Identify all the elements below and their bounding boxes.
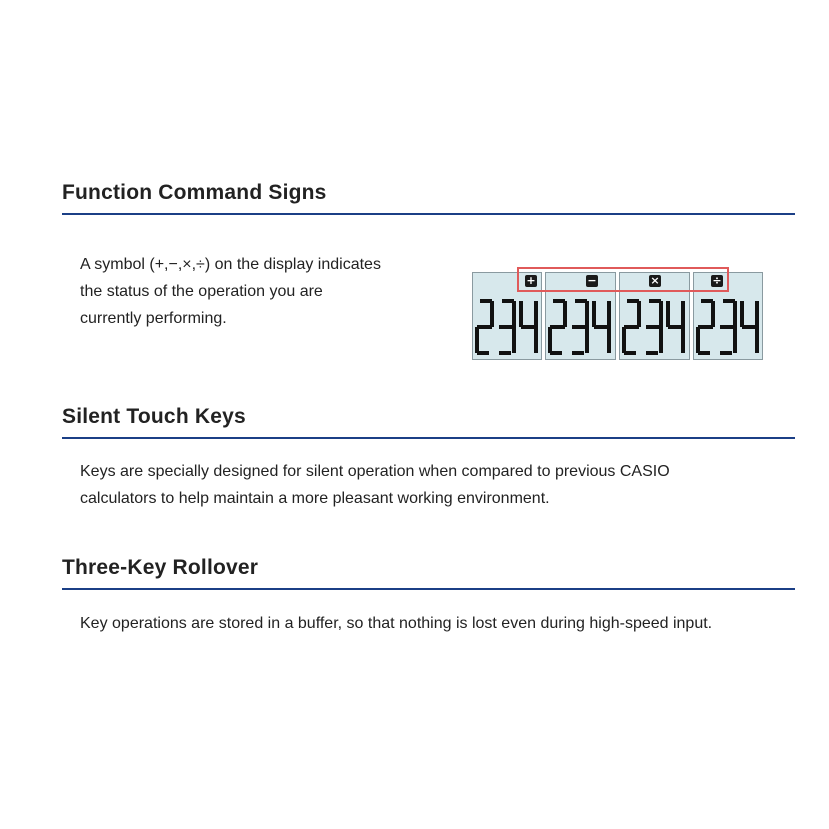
function-description-line: A symbol (+,−,×,÷) on the display indicates	[80, 256, 381, 273]
silent-description-line: Keys are specially designed for silent operation when compared to previous CASIO	[80, 463, 670, 480]
silent-description-line: calculators to help maintain a more pleasant working environment.	[80, 490, 550, 507]
silent-description	[80, 458, 780, 512]
plus-sign-icon: +	[526, 274, 536, 287]
rollover-description-line: Key operations are stored in a buffer, so that nothing is lost even during high-speed input.	[80, 615, 713, 632]
display-digits	[473, 295, 542, 360]
function-description-line: the status of the operation you are	[80, 283, 323, 300]
heading-three-key-rollover: Three-Key Rollover	[62, 556, 259, 579]
rollover-description	[80, 610, 800, 637]
sign-highlight-box	[517, 267, 729, 292]
section-silent-touch-keys	[62, 404, 795, 439]
heading-function-command-signs: Function Command Signs	[62, 181, 327, 204]
display-digits	[620, 295, 690, 360]
heading-divider	[62, 588, 795, 590]
display-digits	[546, 295, 616, 360]
multiply-sign-icon: ×	[650, 274, 660, 287]
calculator-display-illustration	[470, 266, 765, 364]
section-function-command-signs	[62, 180, 795, 215]
function-description-line: currently performing.	[80, 310, 227, 327]
minus-sign-icon: −	[587, 274, 597, 287]
function-description	[80, 251, 420, 332]
heading-silent-touch-keys: Silent Touch Keys	[62, 405, 246, 428]
heading-divider	[62, 213, 795, 215]
divide-sign-icon: ÷	[712, 274, 722, 287]
section-three-key-rollover	[62, 555, 795, 590]
heading-divider	[62, 437, 795, 439]
display-digits	[694, 295, 763, 360]
